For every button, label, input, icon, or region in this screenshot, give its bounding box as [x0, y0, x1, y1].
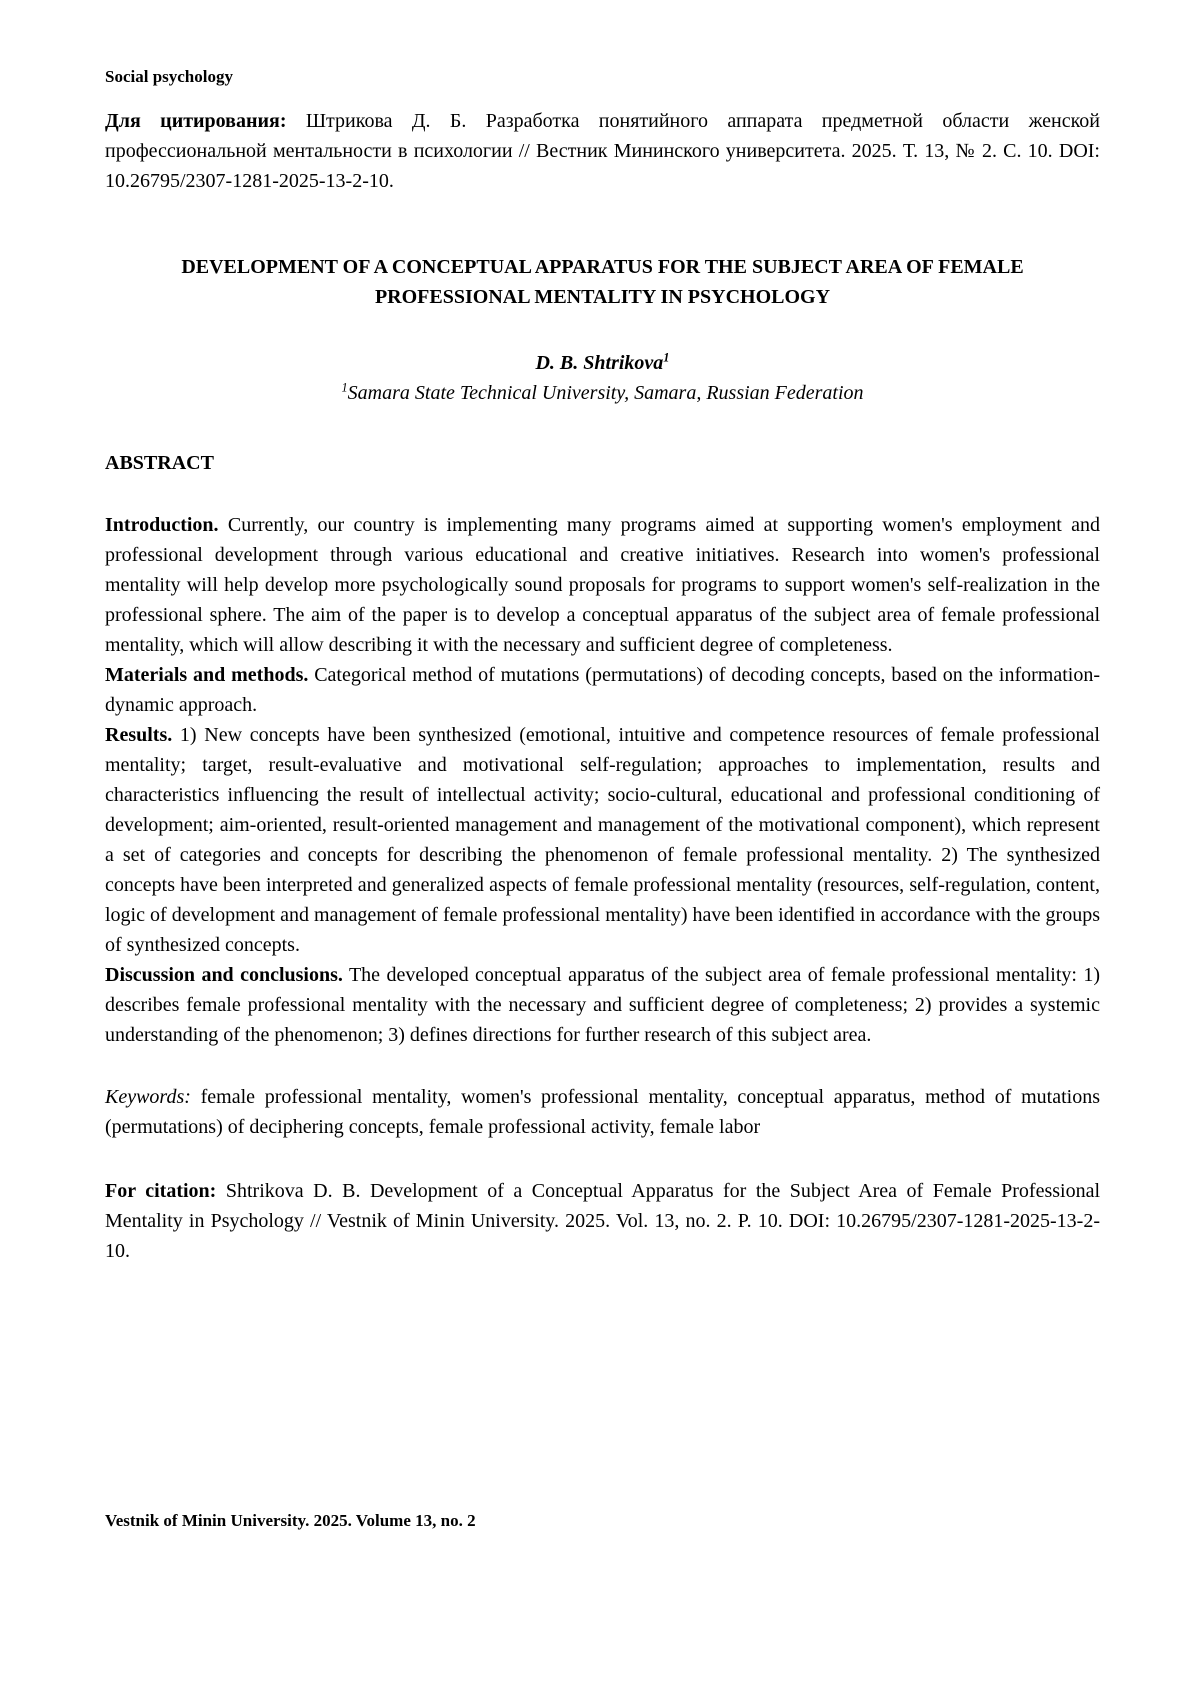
abstract-paragraph-discussion: [105, 960, 1100, 1050]
author-affiliation-sup: 1: [663, 350, 670, 365]
affiliation-sup: 1: [341, 380, 348, 395]
paragraph-lead-materials: Materials and methods.: [105, 664, 309, 686]
citation-ru-lead: Для цитирования:: [105, 110, 287, 132]
paragraph-text-materials: Categorical method of mutations (permutations) of decoding concepts, based on the information-dynamic approach.: [105, 664, 1100, 716]
affiliation-line: [105, 378, 1100, 408]
paragraph-lead-introduction: Introduction.: [105, 514, 219, 536]
paragraph-text-discussion: The developed conceptual apparatus of the subject area of female professional mentality: 1) describes female professional mentality with the necessary and sufficient degree of completeness; 2) provides a systemic understanding of the phenomenon; 3) defines directions for further research of this subject area.: [105, 964, 1101, 1046]
paragraph-lead-results: Results.: [105, 724, 173, 746]
citation-ru-text: Штрикова Д. Б. Разработка понятийного аппарата предметной области женской профессиональной ментальности в психологии // Вестник Мининского университета. 2025. Т. 13, № 2. С. 10. DOI: 10.26795/2307-1281-2025-13-2-10.: [105, 110, 1100, 192]
paragraph-text-introduction: Currently, our country is implementing many programs aimed at supporting women's employment and professional development through various educational and creative initiatives. Research into women's professional mentality will help develop more psychologically sound proposals for programs to support women's self-realization in the professional sphere. The aim of the paper is to develop a conceptual apparatus of the subject area of female professional mentality, which will allow describing it with the necessary and sufficient degree of completeness.: [105, 514, 1100, 656]
paper-title: DEVELOPMENT OF A CONCEPTUAL APPARATUS FOR THE SUBJECT AREA OF FEMALE PROFESSIONAL MENTALITY IN PSYCHOLOGY: [181, 256, 1024, 308]
abstract-paragraph-results: [105, 720, 1100, 960]
author-line: [105, 348, 1100, 378]
abstract-paragraph-materials: [105, 660, 1100, 720]
affiliation-text: Samara State Technical University, Samara, Russian Federation: [347, 382, 864, 404]
author-name: D. B. Shtrikova: [535, 352, 664, 374]
page-footer: Vestnik of Minin University. 2025. Volume 13, no. 2: [105, 1511, 476, 1530]
keywords-text: female professional mentality, women's professional mentality, conceptual apparatus, method of mutations (permutations) of deciphering concepts, female professional activity, female labor: [105, 1086, 1100, 1138]
abstract-paragraph-introduction: [105, 510, 1100, 660]
keywords-paragraph: [105, 1082, 1100, 1142]
for-citation-lead: For citation:: [105, 1180, 217, 1202]
citation-ru-paragraph: [105, 106, 1100, 196]
for-citation-text: Shtrikova D. B. Development of a Conceptual Apparatus for the Subject Area of Female Professional Mentality in Psychology // Vestnik of Minin University. 2025. Vol. 13, no. 2. P. 10. DOI: 10.26795/2307-1281-2025-13-2-10.: [105, 1180, 1100, 1262]
section-label: Social psychology: [105, 67, 233, 86]
keywords-lead: Keywords:: [105, 1086, 191, 1108]
paragraph-lead-discussion: Discussion and conclusions.: [105, 964, 343, 986]
paragraph-text-results: 1) New concepts have been synthesized (emotional, intuitive and competence resources of female professional mentality; target, result-evaluative and motivational self-regulation; approaches to implementation, results and characteristics influencing the result of intellectual activity; socio-cultural, educational and professional conditioning of development; aim-oriented, result-oriented management and management of the motivational component), which represent a set of categories and concepts for describing the phenomenon of female professional mentality. 2) The synthesized concepts have been interpreted and generalized aspects of female professional mentality (resources, self-regulation, content, logic of development and management of female professional mentality) have been identified in accordance with the groups of synthesized concepts.: [105, 724, 1100, 956]
abstract-heading: ABSTRACT: [105, 452, 214, 474]
for-citation-paragraph: [105, 1176, 1100, 1266]
